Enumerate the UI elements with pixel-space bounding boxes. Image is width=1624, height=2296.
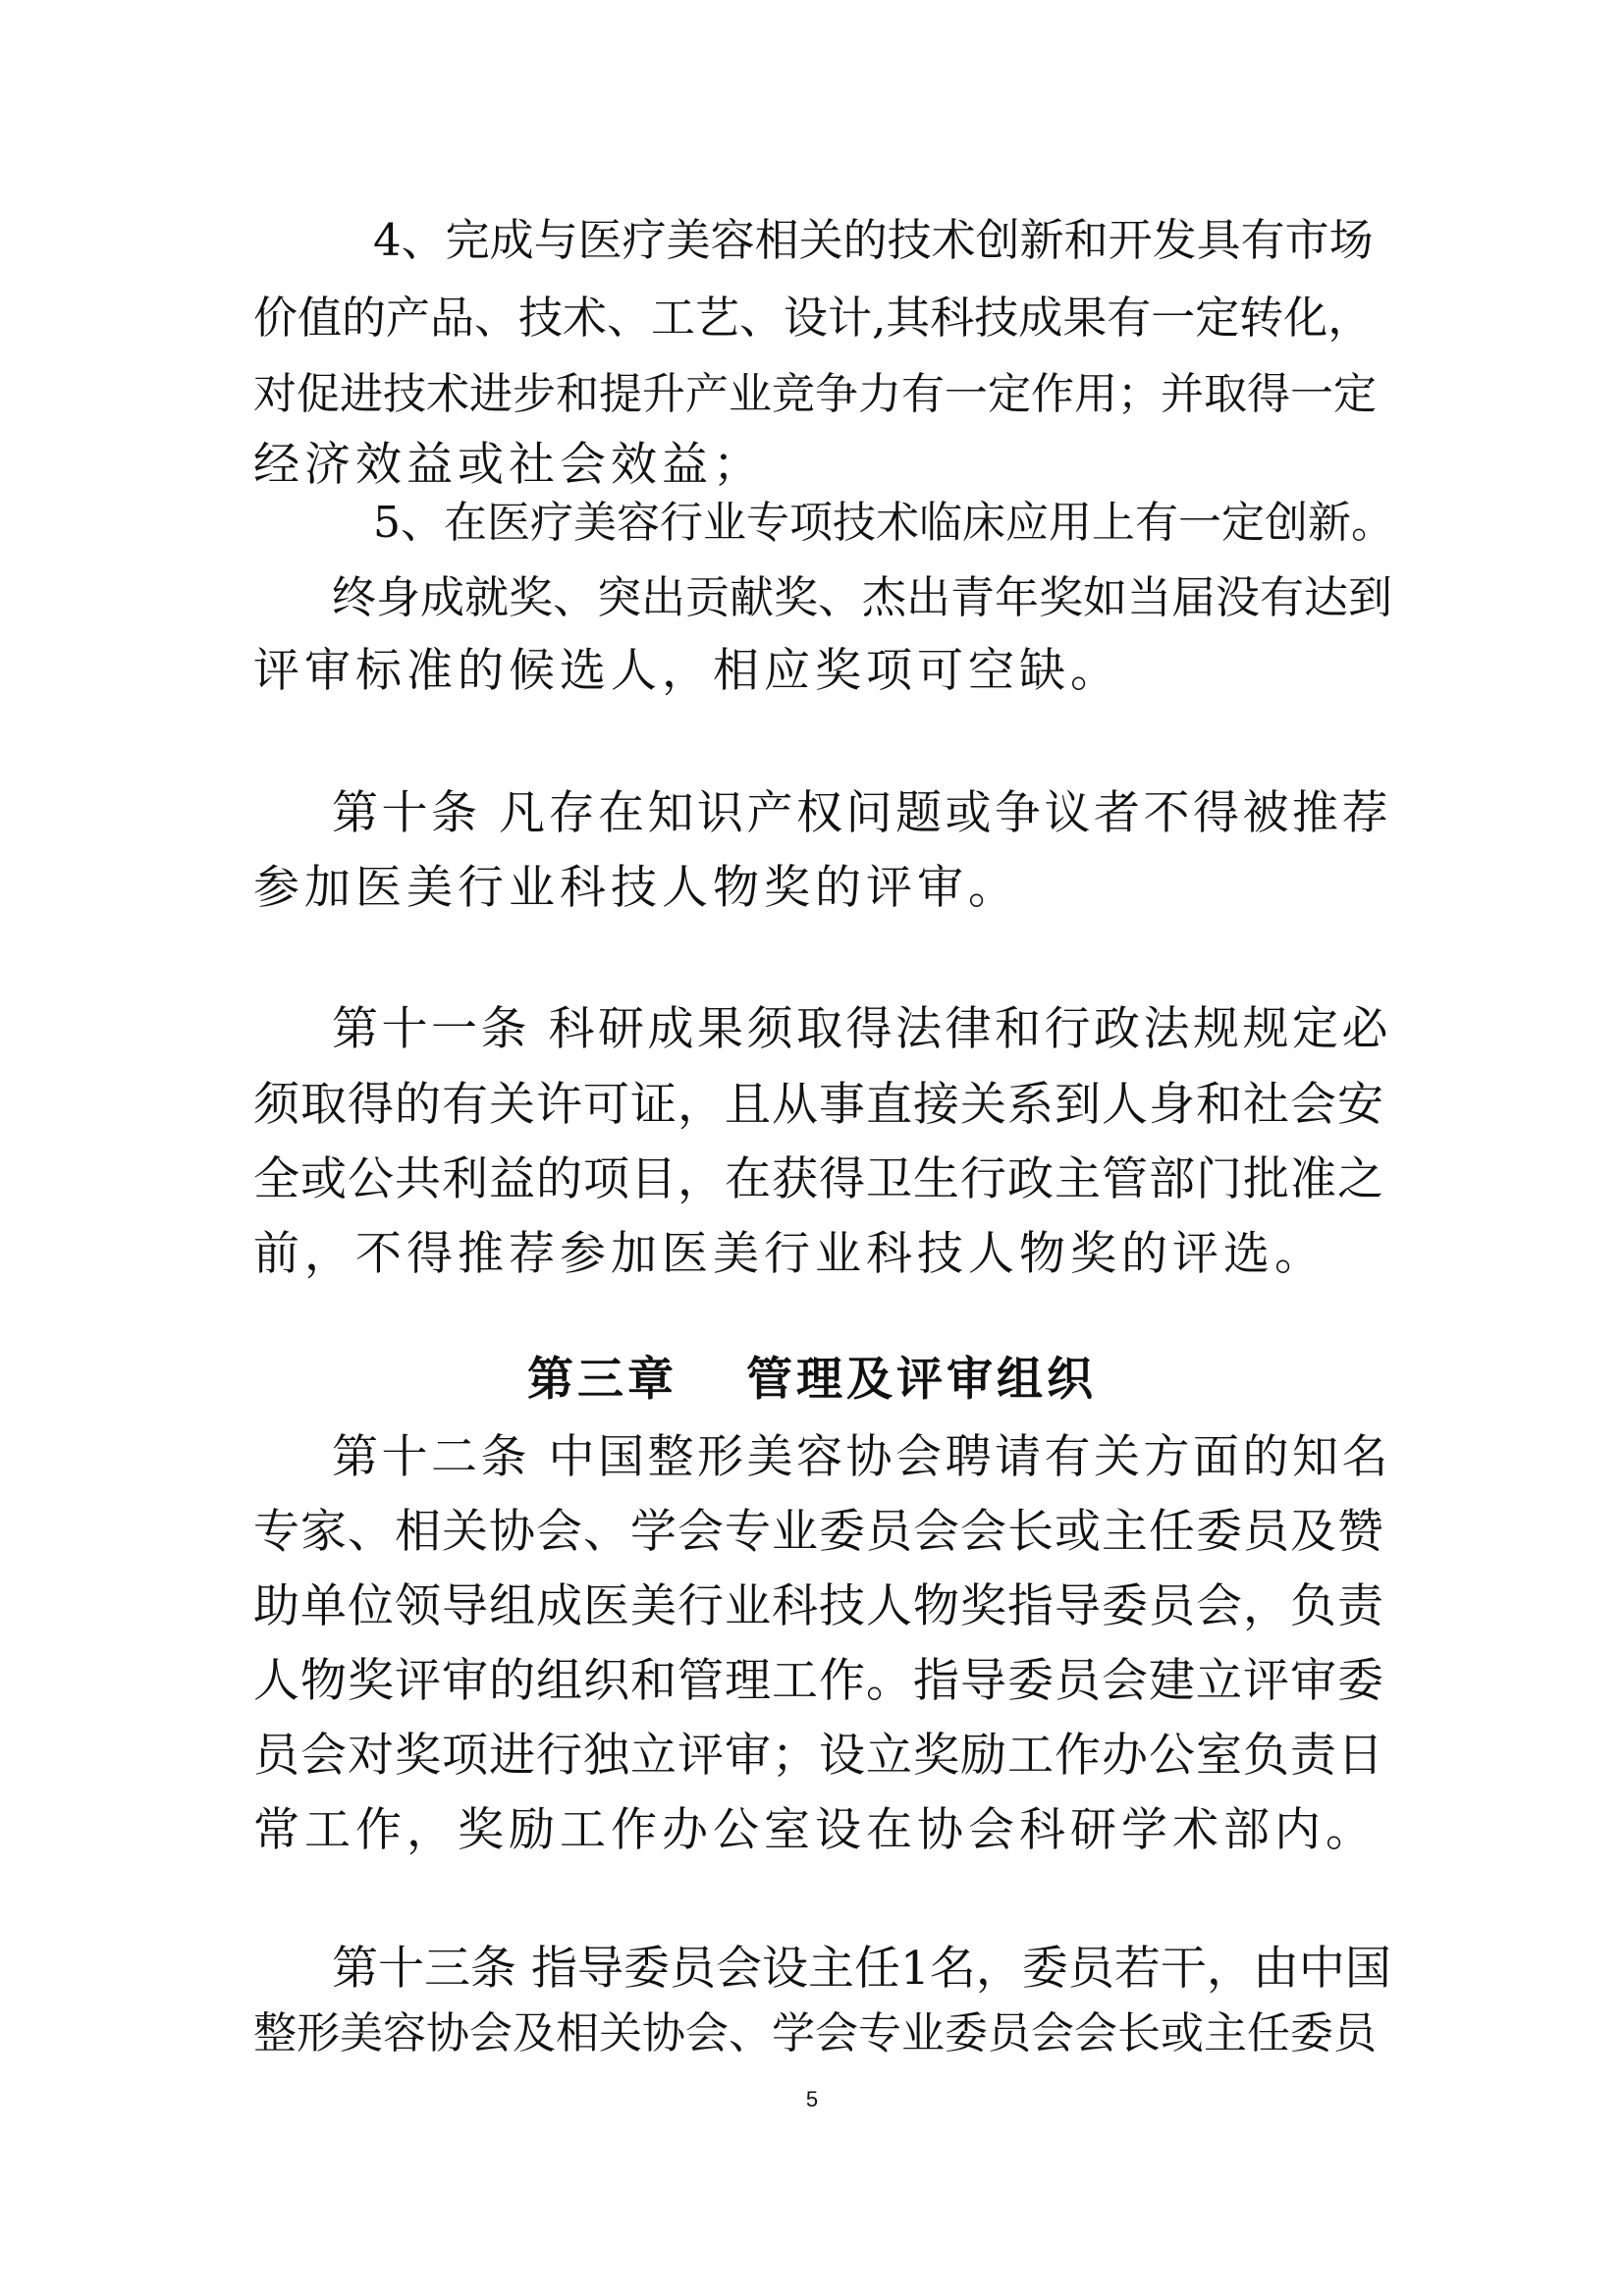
article-10-line: 参加医美行业科技人物奖的评审。 (253, 861, 1019, 915)
article-12-line: 常工作，奖励工作办公室设在协会科研学术部内。 (253, 1803, 1377, 1857)
chapter-number: 第三章 (527, 1353, 677, 1407)
article-13-line: 整形美容协会及相关协会、学会专业委员会会长或主任委员 (253, 2008, 1377, 2058)
article-11-line: 第十一条 科研成果须取得法律和行政法规规定必 (332, 1002, 1391, 1056)
article-12-line: 专家、相关协会、学会专业委员会会长或主任委员及赞 (253, 1505, 1384, 1559)
page-number: 5 (805, 2087, 819, 2111)
article-11-line: 须取得的有关许可证，且从事直接关系到人身和社会安 (253, 1078, 1384, 1132)
chapter-title: 管理及评审组织 (746, 1353, 1097, 1407)
article-12-line: 人物奖评审的组织和管理工作。指导委员会建立评审委 (253, 1654, 1384, 1708)
paragraph-line: 4、完成与医疗美容相关的技术创新和开发具有市场 (373, 214, 1374, 266)
paragraph-line: 终身成就奖、突出贡献奖、杰出青年奖如当届没有达到 (332, 571, 1393, 623)
article-12-line: 第十二条 中国整形美容协会聘请有关方面的知名 (332, 1430, 1391, 1484)
article-10-line: 第十条 凡存在知识产权问题或争议者不得被推荐 (332, 786, 1391, 840)
article-12-line: 员会对奖项进行独立评审；设立奖励工作办公室负责日 (253, 1729, 1384, 1783)
article-13-line: 第十三条 指导委员会设主任1名，委员若干，由中国 (332, 1942, 1391, 1996)
paragraph-line: 对促进技术进步和提升产业竞争力有一定作用；并取得一定 (253, 369, 1377, 419)
chapter-heading (0, 1353, 1624, 1407)
article-11-line: 全或公共利益的项目，在获得卫生行政主管部门批准之 (253, 1152, 1384, 1206)
article-11-line: 前，不得推荐参加医美行业科技人物奖的评选。 (253, 1227, 1326, 1281)
paragraph-line: 5、在医疗美容行业专项技术临床应用上有一定创新。 (373, 498, 1394, 548)
article-12-line: 助单位领导组成医美行业科技人物奖指导委员会，负责 (253, 1579, 1384, 1633)
paragraph-line: 评审标准的候选人，相应奖项可空缺。 (253, 644, 1121, 698)
paragraph-line: 价值的产品、技术、工艺、设计,其科技成果有一定转化， (253, 292, 1373, 344)
paragraph-line: 经济效益或社会效益； (253, 438, 764, 492)
